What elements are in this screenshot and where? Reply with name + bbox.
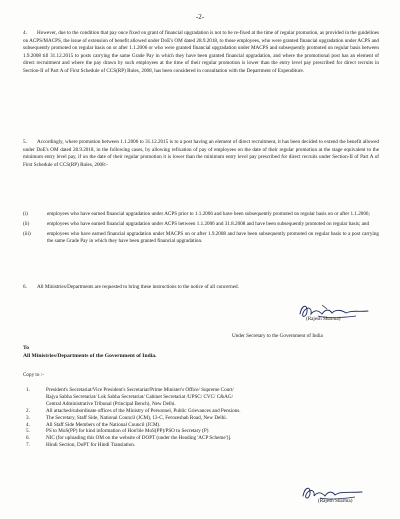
list-number: 3.	[26, 414, 30, 421]
paragraph-number: 6.	[23, 284, 27, 290]
list-marker: (ii)	[23, 220, 30, 227]
list-number: 5.	[26, 428, 30, 435]
list-text-line: All attached/subordinate offices of the Ministry of Personnel, Public Grievances and Pensions.	[46, 407, 241, 414]
list-text-line: President's Secretariat/Vice President's Secretariat/Prime Minister's Office/ Supreme Court/	[46, 387, 234, 393]
signatory-designation: Under Secretary to the Government of India	[232, 333, 323, 339]
list-item	[23, 408, 363, 415]
paragraph-text: Accordingly, where promotion between 1.1.2006 to 31.12.2015 is to a post having an element of direct recruitment, it has been decided to extend the benefit allowed under DoE's OM dated 28.9.2018, in the following cases, by allowing refixation of pay of employees on the date of their regular promotion at the stage equivalent to the minimum entry level pay, if on the date of their regular promotion it is lower than the minimum entry level pay prescribed for direct recruits under Section-II of Part A of First Schedule of CCS(RP) Rules, 2008:-	[23, 139, 379, 168]
page-number: -2-	[195, 13, 205, 21]
list-number: 7.	[26, 442, 30, 449]
signatory-name: (Rajesh Sharma)	[306, 316, 341, 322]
list-item	[23, 387, 363, 408]
copy-to-label: Copy to :-	[23, 372, 44, 378]
list-text-line: All Staff Side Members of the National Council (JCM).	[46, 421, 161, 428]
list-text-line: PS to MoS(PP) for kind information of Hon'ble MoS(PP)/PSO to Secretary (P)	[46, 428, 209, 435]
list-text-line: The Secretary, Staff Side, National Council (JCM), 13-C, Ferozeshah Road, New Delhi.	[46, 414, 228, 421]
list-text-line: Central Administrative Tribunal (Principal Bench), New Delhi.	[46, 400, 176, 407]
list-text-line: Hindi Section, DoPT for Hindi Translation.	[46, 442, 136, 449]
list-item	[23, 211, 379, 219]
list-item	[23, 442, 363, 449]
paragraph-6	[23, 284, 379, 292]
list-item	[23, 221, 379, 229]
list-text-line: NIC (for uploading this OM on the website of DOPT (under the Heading 'ACP Scheme')].	[46, 435, 232, 442]
list-item	[23, 231, 379, 246]
list-number: 6.	[26, 435, 30, 442]
paragraph-number: 4.	[23, 30, 27, 36]
list-item	[23, 415, 363, 422]
paragraph-text: However, due to the condition that pay once fixed on grant of financial upgradation is not to be re-fixed at the time of regular promotion, as provided in the guidelines on ACPS/MACPS, the issue of extension of benefit allowed under DoE's OM dated 28.9.2018, to those employees, who were granted financial upgradation under ACPS and subsequently promoted on regular basis on or after 1.1.2006 or who were granted financial upgradation under MACPS and subsequently promoted on regular basis between 1.9.2008 till 31.12.2015 to posts carrying the same Grade Pay in which they have been granted financial upgradation, and where the promotional post has an element of direct recruitment and where the pay drawn by such employees at the time of their regular promotion is lower than the entry level pay prescribed for direct recruits in Section-II of Part A of First Schedule of CCS(RP) Rules, 2008, has been considered in consultation with the Department of Expenditure.	[23, 30, 380, 74]
list-text: employees who have earned financial upgradation under ACPS between 1.1.2006 and 31.8.2008 and have been subsequently promoted on regular basis; and	[47, 220, 370, 227]
paragraph-5	[23, 139, 379, 169]
paragraph-4	[23, 30, 379, 76]
paragraph-number: 5.	[23, 139, 27, 145]
signatory-name: (Rajesh Sharma)	[318, 498, 353, 504]
list-number: 4.	[26, 421, 30, 428]
addressee: All Ministries/Departments of the Government of India.	[23, 353, 157, 359]
cases-list	[23, 211, 379, 248]
list-number: 1.	[26, 387, 30, 393]
to-label: To	[23, 345, 30, 351]
copy-to-list	[23, 387, 363, 449]
list-marker: (iii)	[23, 230, 31, 237]
paragraph-text: All Ministries/Departments are requested to bring these instructions to the notice of all concerned.	[37, 284, 239, 290]
list-text: employees who have earned financial upgradation under MACPS on or after 1.9.2008 and have been subsequently promoted on regular basis to a post carrying the same Grade Pay in which they have been granted financial upgradation.	[47, 230, 379, 245]
list-marker: (i)	[23, 211, 28, 217]
list-text: employees who have earned financial upgradation under ACPS prior to 1.1.2006 and have been subsequently promoted on regular basis on or after 1.1.2006;	[47, 211, 370, 217]
list-number: 2.	[26, 407, 30, 414]
list-text-line: Rajya Sabha Secretariat/ Lok Sabha Secretariat/ Cabinet Secretariat /UPSC/ CVC/ C&AG/	[46, 393, 234, 400]
